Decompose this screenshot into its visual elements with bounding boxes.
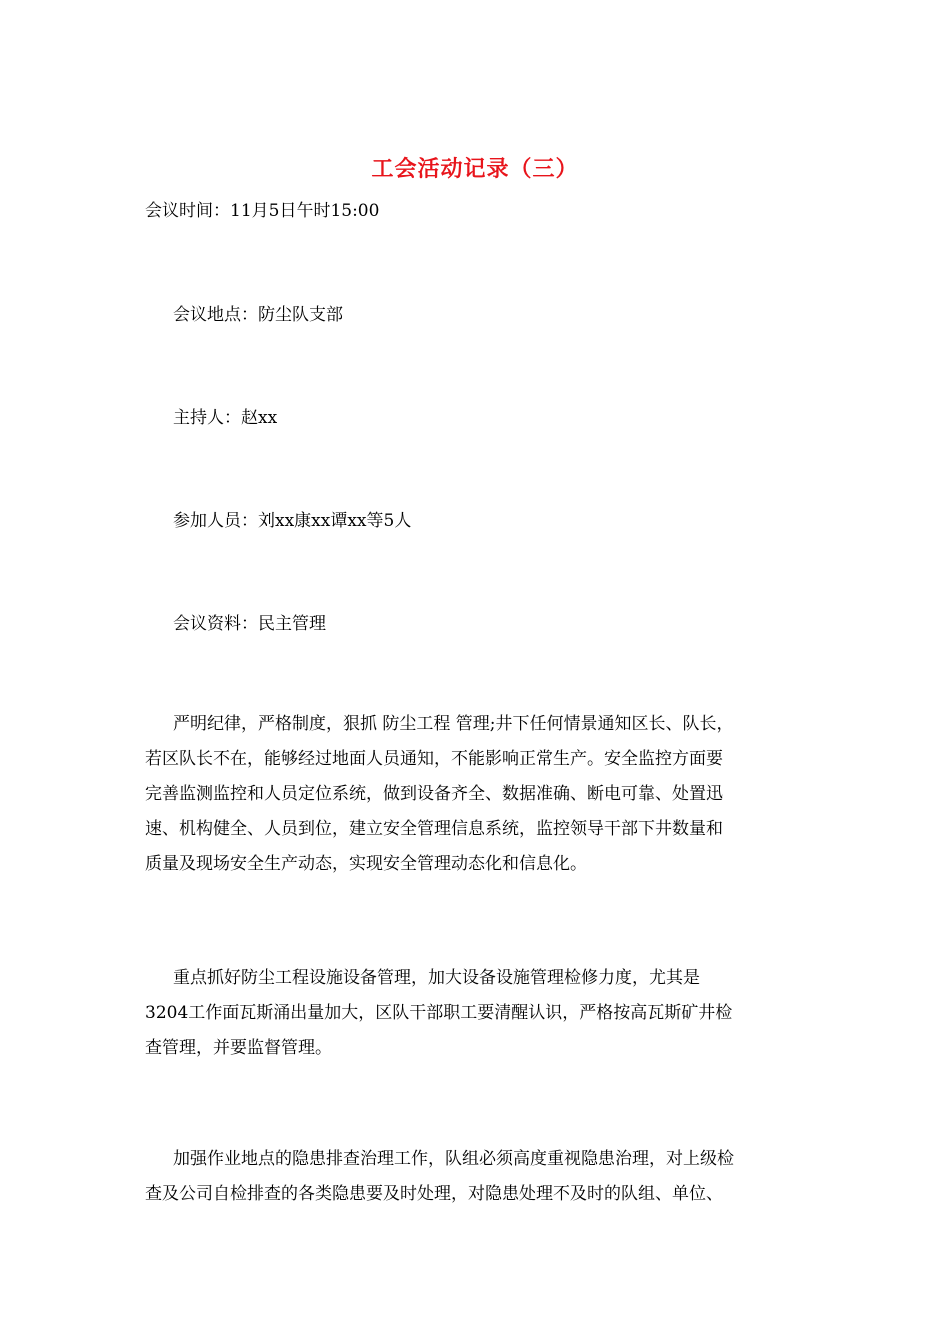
meeting-materials: 会议资料：民主管理 [173, 614, 326, 634]
meeting-host: 主持人：赵xx [173, 408, 278, 428]
meeting-place: 会议地点：防尘队支部 [173, 305, 343, 325]
meeting-time: 会议时间：11月5日午时15:00 [145, 201, 380, 221]
paragraph-line: 重点抓好防尘工程设施设备管理，加大设备设施管理检修力度，尤其是 [173, 968, 700, 988]
paragraph-line: 完善监测监控和人员定位系统，做到设备齐全、数据准确、断电可靠、处置迅 [145, 784, 723, 804]
paragraph-line: 查管理，并要监督管理。 [145, 1038, 332, 1058]
paragraph-line: 质量及现场安全生产动态，实现安全管理动态化和信息化。 [145, 854, 587, 874]
paragraph-line: 速、机构健全、人员到位，建立安全管理信息系统，监控领导干部下井数量和 [145, 819, 723, 839]
paragraph-line: 若区队长不在，能够经过地面人员通知，不能影响正常生产。安全监控方面要 [145, 749, 723, 769]
paragraph-hazards [145, 1142, 810, 1212]
paragraph-discipline [145, 707, 810, 882]
document-title: 工会活动记录（三） [371, 156, 579, 182]
paragraph-equipment [145, 961, 810, 1066]
paragraph-line: 查及公司自检排查的各类隐患要及时处理，对隐患处理不及时的队组、单位、 [145, 1184, 723, 1204]
paragraph-line: 严明纪律，严格制度，狠抓 防尘工程 管理;井下任何情景通知区长、队长， [173, 714, 734, 734]
paragraph-line: 3204工作面瓦斯涌出量加大，区队干部职工要清醒认识，严格按高瓦斯矿井检 [145, 1003, 733, 1023]
meeting-participants: 参加人员：刘xx康xx谭xx等5人 [173, 511, 412, 531]
paragraph-line: 加强作业地点的隐患排查治理工作，队组必须高度重视隐患治理，对上级检 [173, 1149, 734, 1169]
